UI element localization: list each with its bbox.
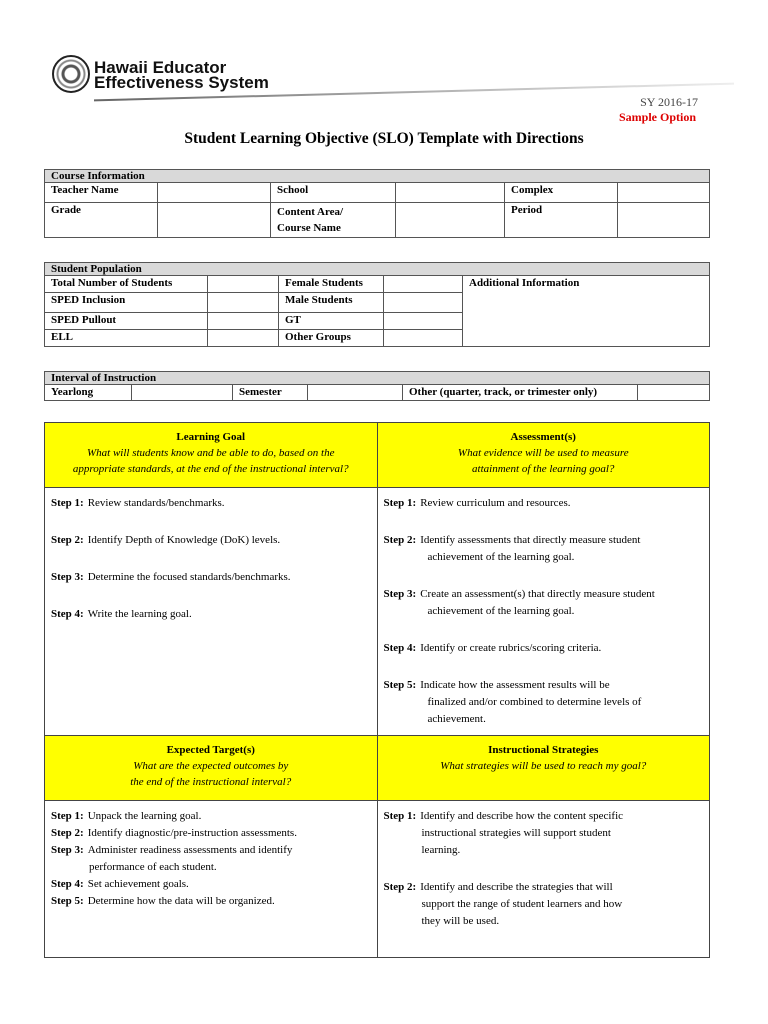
instructional-question-1: What strategies will be used to reach my goal?: [440, 760, 647, 772]
header: [52, 55, 732, 105]
teacher-name-label: Teacher Name: [45, 183, 158, 203]
list-item: Step 2: Identify diagnostic/pre-instruction assessments.: [51, 827, 297, 839]
learning-goal-question-2: appropriate standards, at the end of the instructional interval?: [72, 463, 349, 475]
school-field[interactable]: [396, 183, 505, 203]
slo-directions-grid: [44, 422, 710, 958]
list-item: Step 2: Identify assessments that directly measure student achievement of the learning goal.: [383, 534, 641, 563]
expected-target-question-1: What are the expected outcomes by: [133, 760, 289, 772]
list-item: Step 1: Unpack the learning goal.: [51, 810, 202, 822]
teacher-name-field[interactable]: [158, 183, 271, 203]
list-item: Step 5: Indicate how the assessment results will be finalized and/or combined to determine levels of achievement.: [383, 679, 642, 725]
male-students-label: Male Students: [279, 293, 384, 313]
yearlong-label: Yearlong: [45, 385, 132, 401]
learning-goal-steps: [45, 488, 378, 736]
list-item: Step 1: Review curriculum and resources.: [383, 497, 571, 509]
period-label: Period: [505, 203, 618, 238]
page-title: Student Learning Objective (SLO) Template with Directions: [184, 130, 584, 147]
list-item: Step 2: Identify and describe the strategies that will support the range of student learners and how they will be used.: [383, 881, 623, 927]
sped-pullout-label: SPED Pullout: [45, 313, 208, 330]
school-year: SY 2016-17: [640, 95, 698, 109]
student-population-table: [44, 262, 710, 347]
gt-label: GT: [279, 313, 384, 330]
yearlong-field[interactable]: [132, 385, 233, 401]
list-item: Step 1: Identify and describe how the content specific instructional strategies will support student learning.: [383, 810, 624, 856]
other-interval-label: Other (quarter, track, or trimester only): [403, 385, 638, 401]
sped-inclusion-label: SPED Inclusion: [45, 293, 208, 313]
state-seal-icon: [52, 55, 90, 93]
list-item: Step 4: Set achievement goals.: [51, 878, 189, 890]
male-students-field[interactable]: [384, 293, 463, 313]
sped-inclusion-field[interactable]: [208, 293, 279, 313]
content-area-field[interactable]: [396, 203, 505, 238]
semester-field[interactable]: [308, 385, 403, 401]
semester-label: Semester: [233, 385, 308, 401]
assessment-question-1: What evidence will be used to measure: [457, 447, 629, 459]
instructional-title: Instructional Strategies: [488, 744, 599, 756]
sample-option-label: Sample Option: [618, 110, 696, 124]
list-item: Step 5: Determine how the data will be organized.: [51, 895, 275, 907]
course-info-heading: Course Information: [45, 170, 710, 183]
school-label: School: [271, 183, 396, 203]
list-item: Step 4: Identify or create rubrics/scoring criteria.: [383, 642, 602, 654]
course-name-text: Course Name: [277, 222, 341, 234]
content-area-text: Content Area/: [277, 206, 344, 218]
other-groups-label: Other Groups: [279, 330, 384, 347]
female-students-field[interactable]: [384, 276, 463, 293]
list-item: Step 1: Review standards/benchmarks.: [51, 497, 225, 509]
assessment-question-2: attainment of the learning goal?: [472, 463, 615, 475]
brand-line-2: Effectiveness System: [94, 73, 269, 92]
instructional-steps: [377, 801, 710, 958]
learning-goal-question-1: What will students know and be able to do, based on the: [87, 447, 335, 459]
student-population-heading: Student Population: [45, 263, 710, 276]
other-groups-field[interactable]: [384, 330, 463, 347]
complex-label: Complex: [505, 183, 618, 203]
learning-goal-title: Learning Goal: [176, 431, 246, 443]
list-item: Step 3: Create an assessment(s) that directly measure student achievement of the learning goal.: [383, 588, 655, 617]
expected-target-steps: [45, 801, 378, 958]
course-info-table: [44, 169, 710, 238]
list-item: Step 3: Administer readiness assessments and identify performance of each student.: [51, 844, 293, 873]
expected-target-header: [45, 736, 378, 801]
complex-field[interactable]: [618, 183, 710, 203]
period-field[interactable]: [618, 203, 710, 238]
brand-line-1: Hawaii Educator: [94, 58, 227, 77]
additional-info-cell[interactable]: [463, 276, 710, 347]
grade-label: Grade: [45, 203, 158, 238]
gt-field[interactable]: [384, 313, 463, 330]
grade-field[interactable]: [158, 203, 271, 238]
assessment-header: [377, 423, 710, 488]
list-item: Step 3: Determine the focused standards/benchmarks.: [51, 571, 291, 583]
assessment-steps: [377, 488, 710, 736]
instructional-header: [377, 736, 710, 801]
assessment-title: Assessment(s): [510, 431, 576, 443]
interval-table: [44, 371, 710, 401]
additional-info-label: Additional Information: [469, 277, 580, 289]
other-interval-field[interactable]: [638, 385, 710, 401]
ell-label: ELL: [45, 330, 208, 347]
ell-field[interactable]: [208, 330, 279, 347]
expected-target-question-2: the end of the instructional interval?: [130, 776, 292, 788]
learning-goal-header: [45, 423, 378, 488]
content-area-label: [271, 203, 396, 238]
list-item: Step 2: Identify Depth of Knowledge (DoK) levels.: [51, 534, 281, 546]
female-students-label: Female Students: [279, 276, 384, 293]
interval-heading: Interval of Instruction: [45, 372, 710, 385]
expected-target-title: Expected Target(s): [166, 744, 255, 756]
brand-logo: [94, 60, 269, 90]
total-students-field[interactable]: [208, 276, 279, 293]
list-item: Step 4: Write the learning goal.: [51, 608, 192, 620]
sped-pullout-field[interactable]: [208, 313, 279, 330]
total-students-label: Total Number of Students: [45, 276, 208, 293]
